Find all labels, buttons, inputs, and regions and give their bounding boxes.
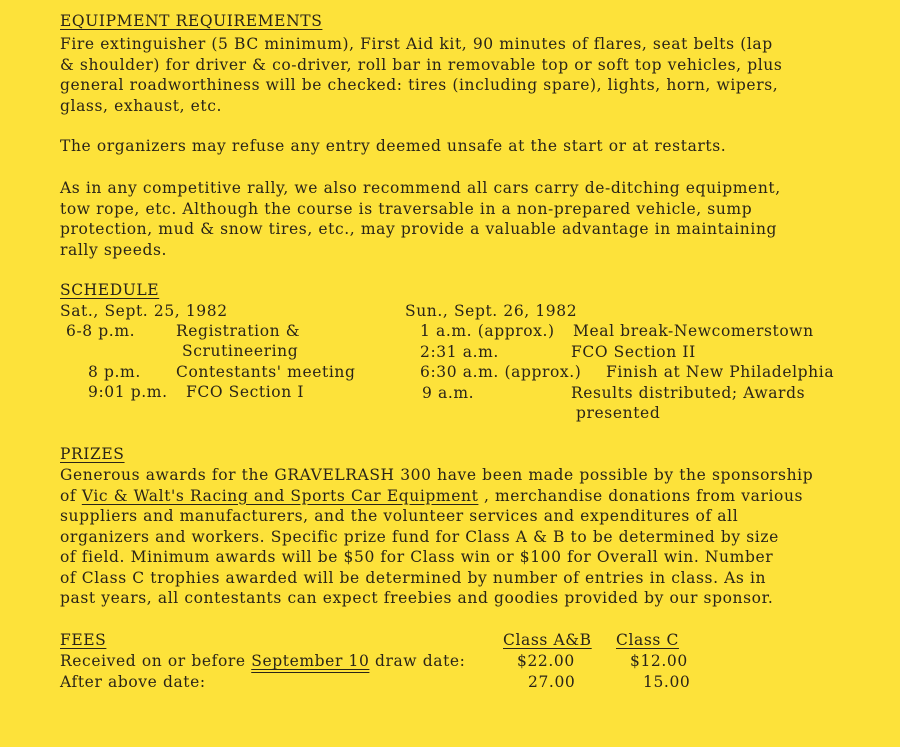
sat-event-desc: Scrutineering <box>182 342 299 360</box>
text-line: of field. Minimum awards will be $50 for Class win or $100 for Overall win. Number <box>60 548 774 566</box>
text-line <box>60 486 813 507</box>
text-line: past years, all contestants can expect freebies and goodies provided by our sponsor. <box>60 589 774 607</box>
sun-date: Sun., Sept. 26, 1982 <box>405 302 578 320</box>
sun-event-time: 2:31 a.m. <box>420 343 499 361</box>
prizes-heading-text: PRIZES <box>60 445 125 463</box>
text-line: As in any competitive rally, we also recommend all cars carry de-ditching equipment, <box>60 179 781 197</box>
sun-event-time: 9 a.m. <box>422 384 475 402</box>
fees-col-c-text: Class C <box>616 631 679 649</box>
fees-row-2-label: After above date: <box>60 673 206 691</box>
text-line: general roadworthiness will be checked: tires (including spare), lights, horn, wipers, <box>60 76 779 94</box>
deadline-date: September 10 <box>251 652 370 670</box>
equipment-heading <box>60 11 322 31</box>
fee-ab-late: 27.00 <box>528 673 576 691</box>
sun-event-time: 1 a.m. (approx.) <box>420 322 555 340</box>
sun-event-desc: Results distributed; Awards <box>571 384 806 402</box>
fee-c-early: $12.00 <box>630 652 688 670</box>
text-line: protection, mud & snow tires, etc., may provide a valuable advantage in maintaining <box>60 220 778 238</box>
equipment-paragraph-3 <box>60 178 781 260</box>
sun-event-desc: presented <box>576 404 661 422</box>
text-line: glass, exhaust, etc. <box>60 96 223 115</box>
sun-event-desc: Finish at New Philadelphia <box>606 363 835 381</box>
sat-event-desc: Registration & <box>176 322 301 340</box>
text-line: rally speeds. <box>60 240 168 259</box>
schedule-heading-text: SCHEDULE <box>60 281 160 299</box>
text-line: The organizers may refuse any entry deemed unsafe at the start or at restarts. <box>60 137 727 155</box>
prizes-paragraph <box>60 465 813 609</box>
text-fragment: , merchandise donations from various <box>483 486 804 505</box>
sun-event-time: 6:30 a.m. (approx.) <box>420 363 582 381</box>
sun-event-desc: Meal break-Newcomerstown <box>573 322 814 340</box>
sponsor-name: Vic & Walt's Racing and Sports Car Equipment <box>81 486 479 505</box>
text-line: tow rope, etc. Although the course is traversable in a non-prepared vehicle, sump <box>60 199 753 218</box>
sat-event-desc: Contestants' meeting <box>176 363 356 381</box>
fees-col-ab-text: Class A&B <box>503 631 592 649</box>
fees-heading-text: FEES <box>60 631 107 649</box>
schedule-heading <box>60 280 159 300</box>
sat-event-time: 6-8 p.m. <box>66 322 136 340</box>
prizes-heading <box>60 444 125 464</box>
text-line: Fire extinguisher (5 BC minimum), First Aid kit, 90 minutes of flares, seat belts (lap <box>60 35 773 53</box>
fee-c-late: 15.00 <box>643 673 691 691</box>
equipment-heading-text: EQUIPMENT REQUIREMENTS <box>60 12 323 30</box>
text-line: of Class C trophies awarded will be determined by number of entries in class. As in <box>60 568 767 587</box>
sat-date: Sat., Sept. 25, 1982 <box>60 302 228 320</box>
text-line: organizers and workers. Specific prize fund for Class A & B to be determined by size <box>60 527 779 546</box>
text-line: suppliers and manufacturers, and the volunteer services and expenditures of all <box>60 507 739 525</box>
fees-col-ab <box>503 630 592 650</box>
text-fragment: Received on or before <box>60 652 246 670</box>
text-fragment: of <box>60 486 77 505</box>
equipment-paragraph-2 <box>60 136 726 157</box>
text-line: & shoulder) for driver & co-driver, roll bar in removable top or soft top vehicles, plus <box>60 55 783 74</box>
fees-col-c <box>616 630 679 650</box>
fees-row-1-label <box>60 651 466 671</box>
sat-event-desc: FCO Section I <box>186 383 305 401</box>
text-fragment: draw date: <box>374 652 466 670</box>
equipment-paragraph-1 <box>60 34 782 116</box>
sun-event-desc: FCO Section II <box>571 343 696 361</box>
fees-heading <box>60 630 106 650</box>
sat-event-time: 8 p.m. <box>88 363 141 381</box>
fee-ab-early: $22.00 <box>517 652 575 670</box>
sat-event-time: 9:01 p.m. <box>88 383 168 401</box>
text-line: Generous awards for the GRAVELRASH 300 have been made possible by the sponsorship <box>60 466 814 484</box>
